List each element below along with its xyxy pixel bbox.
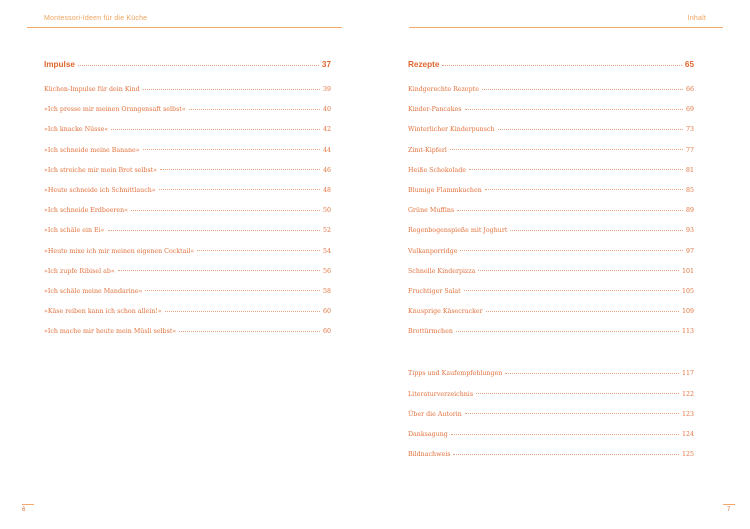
footer-rule [723, 504, 735, 505]
entry-page: 50 [322, 207, 331, 215]
running-header: Montessori-Ideen für die Küche [44, 15, 148, 22]
dot-leader [197, 250, 320, 251]
toc-entry[interactable] [44, 268, 331, 288]
entry-title: Literaturverzeichnis [408, 390, 474, 398]
entry-page: 40 [322, 106, 331, 114]
entry-title: Über die Autorin [408, 410, 462, 418]
entry-page: 42 [322, 126, 331, 134]
entry-page: 125 [681, 451, 694, 459]
entry-page: 97 [685, 247, 694, 255]
entry-page: 109 [681, 308, 694, 316]
toc-entry[interactable] [44, 106, 331, 126]
toc-entry[interactable] [408, 288, 694, 308]
entry-title: »Ich zupfe Ribisel ab« [44, 267, 115, 275]
toc-entry[interactable] [44, 308, 331, 328]
toc-section-rezepte[interactable] [408, 60, 694, 86]
dot-leader [442, 65, 681, 66]
dot-leader [159, 189, 320, 190]
toc-entry[interactable] [408, 86, 694, 106]
entry-title: Kinder-Pancakes [408, 106, 462, 114]
dot-leader [111, 129, 320, 130]
entry-title: Zimt-Kipferl [408, 146, 447, 154]
dot-leader [118, 270, 320, 271]
entry-title: »Ich schäle ein Ei« [44, 227, 105, 235]
entry-title: Schnelle Kinderpizza [408, 267, 476, 275]
dot-leader [505, 373, 679, 374]
entry-title: »Ich schneide meine Banane« [44, 146, 140, 154]
entry-page: 39 [322, 86, 331, 93]
entry-title: Brottürmchen [408, 328, 453, 336]
entry-title: Tipps und Kaufempfehlungen [408, 370, 503, 378]
entry-page: 101 [681, 267, 694, 275]
entry-page: 52 [322, 227, 331, 235]
dot-leader [464, 290, 679, 291]
entry-page: 69 [685, 106, 694, 114]
entry-page: 73 [685, 126, 694, 134]
toc-entry[interactable] [408, 187, 694, 207]
toc-entry[interactable] [44, 248, 331, 268]
toc-entry[interactable] [408, 227, 694, 247]
toc-entry[interactable] [408, 391, 694, 411]
entry-page: 122 [681, 390, 694, 398]
entry-title: Knusprige Käsecracker [408, 308, 483, 316]
entry-page: 117 [681, 370, 694, 378]
toc-entry[interactable] [408, 167, 694, 187]
dot-leader [457, 210, 683, 211]
entry-title: Küchen-Impulse für dein Kind [44, 86, 140, 93]
dot-leader [478, 270, 679, 271]
entry-title: Regenbogenspieße mit Joghurt [408, 227, 508, 235]
spacer [408, 348, 694, 370]
entry-title: »Heute schneide ich Schnittlauch« [44, 186, 156, 194]
dot-leader [476, 393, 679, 394]
entry-title: Heiße Schokolade [408, 166, 466, 174]
dot-leader [482, 89, 683, 90]
toc-entry[interactable] [44, 147, 331, 167]
dot-leader [189, 109, 320, 110]
entry-title: Fruchtiger Salat [408, 287, 461, 295]
dot-leader [486, 311, 679, 312]
section-title: Rezepte [408, 60, 440, 69]
entry-page: 56 [322, 267, 331, 275]
entry-title: »Ich schäle meine Mandarine« [44, 287, 143, 295]
dot-leader [465, 413, 679, 414]
entry-page: 46 [322, 166, 331, 174]
toc-entry[interactable] [44, 187, 331, 207]
toc-entry[interactable] [408, 411, 694, 431]
toc-left [44, 60, 331, 348]
entry-title: Danksagung [408, 431, 448, 438]
right-page [375, 0, 750, 529]
entry-page: 66 [685, 86, 694, 93]
entry-page: 77 [685, 146, 694, 154]
entry-title: »Käse reiben kann ich schon allein!« [44, 308, 162, 316]
toc-entry[interactable] [44, 86, 331, 106]
section-page: 37 [321, 60, 331, 69]
entry-title: »Ich schneide Erdbeeren« [44, 207, 129, 215]
entry-page: 60 [322, 308, 331, 316]
entry-page: 89 [685, 207, 694, 215]
entry-page: 123 [681, 410, 694, 418]
entry-page: 54 [322, 247, 331, 255]
dot-leader [460, 250, 683, 251]
dot-leader [485, 189, 683, 190]
toc-entry[interactable] [44, 207, 331, 227]
entry-title: Kindgerechte Rezepte [408, 86, 479, 93]
entry-title: Vulkanporridge [408, 247, 458, 255]
dot-leader [108, 230, 320, 231]
toc-entry[interactable] [44, 288, 331, 308]
dot-leader [451, 434, 679, 435]
toc-entry[interactable] [408, 207, 694, 227]
dot-leader [165, 311, 320, 312]
entry-page: 44 [322, 146, 331, 154]
toc-entry[interactable] [408, 451, 694, 471]
entry-page: 93 [685, 227, 694, 235]
entry-title: Grüne Muffins [408, 207, 455, 215]
entry-title: »Ich presse mir meinen Orangensaft selbst« [44, 106, 186, 114]
running-header: Inhalt [687, 15, 706, 22]
toc-entry[interactable] [44, 227, 331, 247]
toc-section-impulse[interactable] [44, 60, 331, 86]
entry-page: 113 [681, 328, 694, 336]
header-rule [27, 27, 342, 28]
toc-entry[interactable] [44, 328, 331, 348]
entry-title: Winterlicher Kinderpunsch [408, 126, 495, 134]
footer-rule [22, 504, 34, 505]
entry-title: »Ich mache mir heute mein Müsli selbst« [44, 328, 177, 336]
section-page: 65 [684, 60, 694, 69]
dot-leader [78, 65, 319, 66]
toc-entry[interactable] [408, 126, 694, 146]
header-rule [409, 27, 723, 28]
dot-leader [510, 230, 683, 231]
toc-entry[interactable] [408, 308, 694, 328]
toc-entry[interactable] [44, 167, 331, 187]
dot-leader [498, 129, 683, 130]
entry-page: 85 [685, 186, 694, 194]
entry-page: 124 [681, 431, 694, 438]
toc-entry[interactable] [408, 268, 694, 288]
dot-leader [143, 149, 320, 150]
toc-entry[interactable] [408, 248, 694, 268]
section-title: Impulse [44, 60, 75, 69]
dot-leader [450, 149, 683, 150]
toc-entry[interactable] [408, 370, 694, 390]
entry-title: »Ich streiche mir mein Brot selbst« [44, 166, 158, 174]
entry-page: 48 [322, 186, 331, 194]
toc-entry[interactable] [408, 328, 694, 348]
dot-leader [469, 169, 683, 170]
dot-leader [143, 89, 320, 90]
entry-page: 58 [322, 287, 331, 295]
entry-title: »Ich knacke Nüsse« [44, 126, 109, 134]
entry-page: 81 [685, 166, 694, 174]
toc-entry[interactable] [408, 431, 694, 451]
dot-leader [465, 109, 683, 110]
dot-leader [179, 331, 320, 332]
dot-leader [160, 169, 320, 170]
entry-title: Bildnachweis [408, 451, 451, 459]
entry-title: »Heute mixe ich mir meinen eigenen Cocktail« [44, 247, 195, 255]
dot-leader [145, 290, 320, 291]
entry-page: 60 [322, 328, 331, 336]
entry-title: Blumige Flammkuchen [408, 186, 482, 194]
toc-entry[interactable] [44, 126, 331, 146]
toc-entry[interactable] [408, 106, 694, 126]
dot-leader [131, 210, 320, 211]
page-number: 6 [22, 507, 26, 513]
page-number: 7 [727, 507, 731, 513]
toc-right [408, 60, 694, 471]
dot-leader [453, 454, 679, 455]
entry-page: 105 [681, 287, 694, 295]
dot-leader [456, 331, 679, 332]
toc-entry[interactable] [408, 147, 694, 167]
